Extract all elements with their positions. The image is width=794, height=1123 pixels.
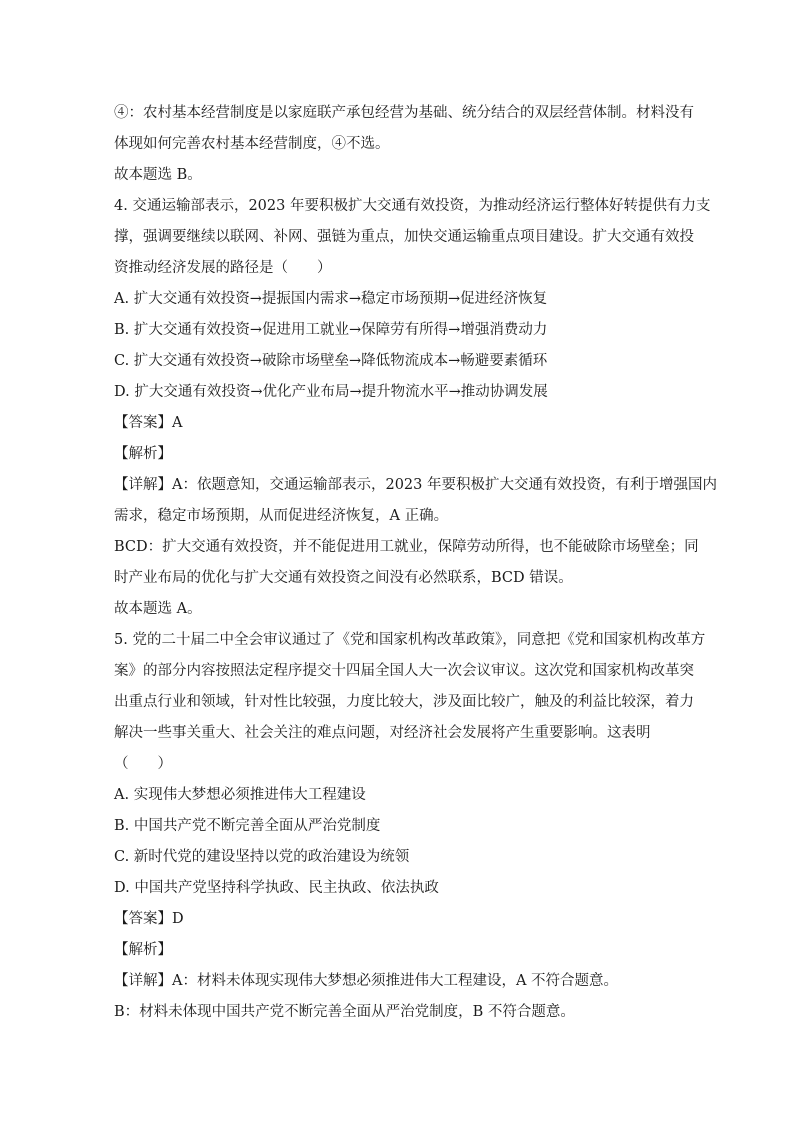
detail-text: 【详解】A：依题意知，交通运输部表示，2023 年要积极扩大交通有效投资，有利于增强国内 (114, 477, 717, 493)
question-5-stem: 5. 党的二十届二中全会审议通过了《党和国家机构改革政策》，同意把《党和国家机构改革方 (114, 632, 706, 648)
question-5-option-a: A. 实现伟大梦想必须推进伟大工程建设 (114, 787, 366, 803)
question-5-stem: （ ） (114, 756, 172, 772)
text-line: 体现如何完善农村基本经营制度，④不选。 (114, 136, 390, 152)
question-4-option-d: D. 扩大交通有效投资→优化产业布局→提升物流水平→推动协调发展 (114, 384, 548, 400)
detail-text: B：材料未体现中国共产党不断完善全面从严治党制度，B 不符合题意。 (114, 1004, 575, 1020)
question-4-stem: 撑，强调要继续以联网、补网、强链为重点，加快交通运输重点项目建设。扩大交通有效投 (114, 229, 694, 245)
detail-text: 需求，稳定市场预期，从而促进经济恢复，A 正确。 (114, 508, 449, 524)
question-5-stem: 案》的部分内容按照法定程序提交十四届全国人大一次会议审议。这次党和国家机构改革突 (114, 663, 694, 679)
question-4-option-a: A. 扩大交通有效投资→提振国内需求→稳定市场预期→促进经济恢复 (114, 291, 548, 307)
detail-text: BCD：扩大交通有效投资，并不能促进用工就业，保障劳动所得，也不能破除市场壁垒；同 (114, 539, 699, 555)
question-5-option-c: C. 新时代党的建设坚持以党的政治建设为统领 (114, 849, 410, 865)
detail-text: 时产业布局的优化与扩大交通有效投资之间没有必然联系，BCD 错误。 (114, 570, 573, 586)
text-line: 故本题选 B。 (114, 167, 202, 183)
analysis-label: 【解析】 (114, 446, 172, 462)
question-5-option-d: D. 中国共产党坚持科学执政、民主执政、依法执政 (114, 880, 439, 896)
question-5-stem: 出重点行业和领域，针对性比较强，力度比较大，涉及面比较广，触及的利益比较深，着力 (114, 694, 694, 710)
answer-label: 【答案】D (114, 911, 184, 927)
question-4-stem: 4. 交通运输部表示，2023 年要积极扩大交通有效投资，为推动经济运行整体好转提供有力支 (114, 198, 711, 214)
question-5-option-b: B. 中国共产党不断完善全面从严治党制度 (114, 818, 381, 834)
question-4-stem: 资推动经济发展的路径是（ ） (114, 260, 332, 276)
conclusion-text: 故本题选 A。 (114, 601, 202, 617)
document-body (114, 98, 717, 1028)
answer-label: 【答案】A (114, 415, 183, 431)
question-4-option-b: B. 扩大交通有效投资→促进用工就业→保障劳有所得→增强消费动力 (114, 322, 548, 338)
analysis-label: 【解析】 (114, 942, 172, 958)
question-5-stem: 解决一些事关重大、社会关注的难点问题，对经济社会发展将产生重要影响。这表明 (114, 725, 651, 741)
text-line: ④：农村基本经营制度是以家庭联产承包经营为基础、统分结合的双层经营体制。材料没有 (114, 105, 694, 121)
detail-text: 【详解】A：材料未体现实现伟大梦想必须推进伟大工程建设，A 不符合题意。 (114, 973, 619, 989)
question-4-option-c: C. 扩大交通有效投资→破除市场壁垒→降低物流成本→畅避要素循环 (114, 353, 548, 369)
